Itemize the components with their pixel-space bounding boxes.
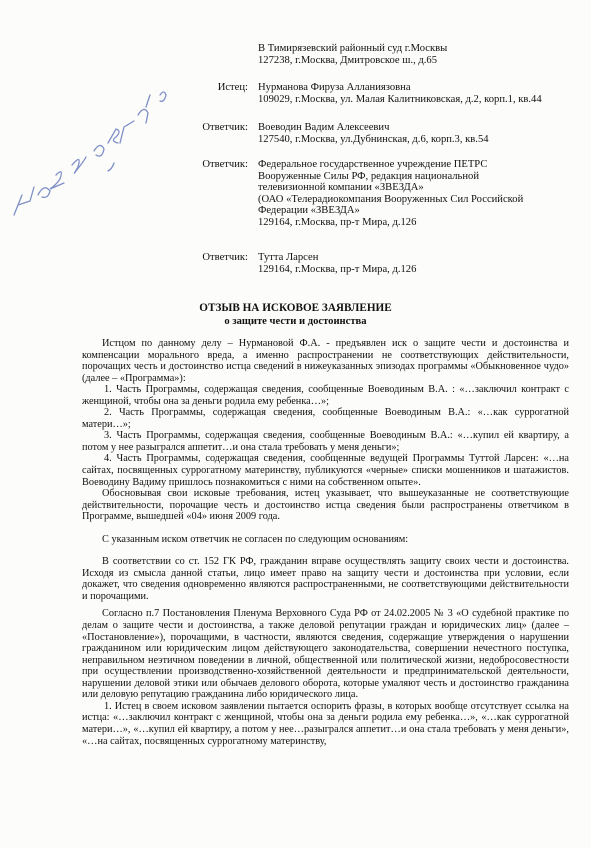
paragraph: 2. Часть Программы, содержащая сведения, сообщенные Воеводиным В.А.: «…как суррогатной матери…»; <box>82 407 569 430</box>
paragraph: 3. Часть Программы, содержащая сведения, сообщенные Воеводиным В.А.: «…купил ей квартиру, а потом у нее разыгрался аппетит…и она стала требовать у меня деньги»; <box>82 430 569 453</box>
defendant-line: телевизионной компании «ЗВЕЗДА» <box>258 182 424 194</box>
defendant-label: Ответчик: <box>202 159 248 170</box>
document-title: ОТЗЫВ НА ИСКОВОЕ ЗАЯВЛЕНИЕ <box>199 302 392 314</box>
document-subtitle: о защите чести и достоинства <box>224 316 367 327</box>
defendant-address: 127540, г.Москва, ул.Дубнинская, д.6, корп.3, кв.54 <box>258 133 489 145</box>
paragraph: В соответствии со ст. 152 ГК РФ, гражданин вправе осуществлять защиту своих чести и достоинства. Исходя из смысла данной статьи, лицо имеет право на защиту чести и достоинства при условии, если докажет, что сведения одновременно являются распространенными, не соответствующими действительности и порочащими. <box>82 556 569 602</box>
paragraph: Обосновывая свои исковые требования, истец указывает, что вышеуказанные не соответствующие действительности, порочащие честь и достоинство истца сведения были распространены ответчиком в Программе, вышедшей «04» июня 2009 года. <box>82 488 569 523</box>
paragraph: Истцом по данному делу – Нурмановой Ф.А. - предъявлен иск о защите чести и достоинства и компенсации морального вреда, а именно распространении не соответствующих действительности, порочащих честь и достоинство истца сведений в нижеуказанных эпизодах программы «Обыкновенное чудо» (далее – «Программа»): <box>82 338 569 384</box>
defendant-line: Вооруженные Силы РФ, редакция национальной <box>258 170 480 182</box>
defendant-name: Воеводин Вадим Алексеевич <box>258 122 390 133</box>
paragraph: 1. Истец в своем исковом заявлении пытается оспорить фразы, в которых вообще отсутствует ссылка на истца: «…заключил контракт с женщиной, чтобы она за деньги родила ему ребенка…», «…как суррогатной матери…», «…купил ей квартиру, а потом у нее…разыгрался аппетит…и она стала требовать у меня деньги», «…на сайтах, посвященных суррогатному материнству, <box>82 700 569 747</box>
paragraph: 1. Часть Программы, содержащая сведения, сообщенные Воеводиным В.А. : «…заключил контракт с женщиной, чтобы она за деньги родила ему ребенка…»; <box>82 384 569 407</box>
court-address: 127238, г.Москва, Дмитровское ш., д.65 <box>258 54 438 66</box>
court-name: В Тимирязевский районный суд г.Москвы <box>258 43 448 54</box>
document-body <box>82 338 569 747</box>
handwritten-note <box>0 55 190 225</box>
paragraph: 4. Часть Программы, содержащая сведения, сообщенные ведущей Программы Туттой Ларсен: «…на сайтах, посвященных суррогатному материнству, публикуются «черные» списки мошенников и шатажистов. Воеводину Вадиму пришлось познакомиться с ними на собственном опыте». <box>82 453 569 488</box>
paragraph: С указанным иском ответчик не согласен по следующим основаниям: <box>102 533 409 545</box>
defendant-line: Федеральное государственное учреждение ПЕТРС <box>258 159 488 170</box>
defendant-line: (ОАО «Телерадиокомпания Вооруженных Сил Российской <box>258 193 524 205</box>
defendant-label: Ответчик: <box>202 252 248 263</box>
defendant-address: 129164, г.Москва, пр-т Мира, д.126 <box>258 263 417 275</box>
defendant-address: 129164, г.Москва, пр-т Мира, д.126 <box>258 216 417 228</box>
paragraph: Согласно п.7 Постановления Пленума Верховного Суда РФ от 24.02.2005 № 3 «О судебной практике по делам о защите чести и достоинства, а также деловой репутации граждан и юридических лиц» (далее – «Постановление»), порочащими, в частности, являются сведения, содержащие утверждения о нарушении гражданином или юридическим лицом действующего законодательства, совершении нечестного поступка, неправильном неэтичном поведении в личной, общественной или политической жизни, недобросовестности при осуществлении производственно-хозяйственной деятельности и предпринимательской деятельности, нарушении деловой этики или обычаев делового оборота, которые умаляют честь и достоинство гражданина или деловую репутацию гражданина либо юридического лица. <box>82 608 569 701</box>
defendant-label: Ответчик: <box>202 122 248 133</box>
plaintiff-label: Истец: <box>217 82 248 93</box>
defendant-line: Федерации «ЗВЕЗДА» <box>258 205 360 217</box>
plaintiff-name: Нурманова Фируза Алланиязовна <box>258 82 411 93</box>
plaintiff-address: 109029, г.Москва, ул. Малая Калитниковская, д.2, корп.1, кв.44 <box>258 93 542 105</box>
defendant-name: Тутта Ларсен <box>258 252 319 263</box>
